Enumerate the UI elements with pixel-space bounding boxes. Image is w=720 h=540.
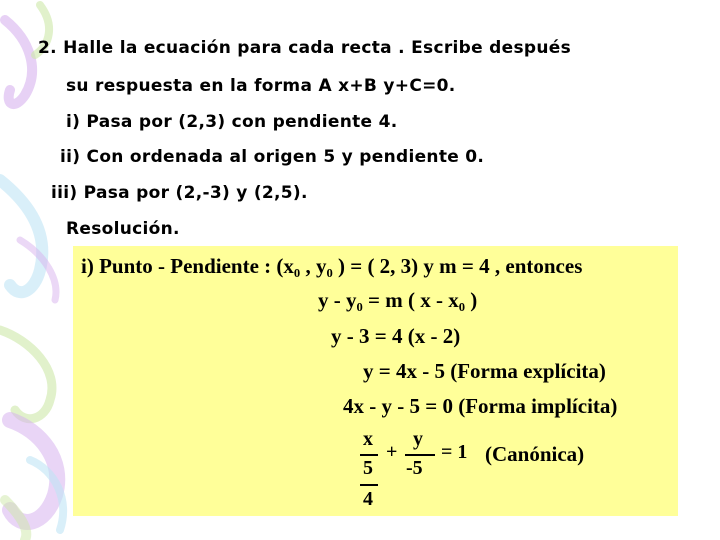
solution-line-formula: y - y₀ = m ( x - x₀ )	[318, 288, 478, 312]
canonical-numerator-x: x	[363, 428, 373, 450]
canonical-fraction-bar-3	[405, 454, 435, 456]
solution-line-explicit: y = 4x - 5 (Forma explícita)	[363, 359, 606, 383]
canonical-equals-one: = 1	[441, 441, 468, 463]
problem-header: 2. Halle la ecuación para cada recta . Escribe después	[38, 38, 571, 58]
canonical-plus: +	[386, 441, 398, 463]
canonical-label: (Canónica)	[485, 442, 585, 466]
solution-line-substitution: y - 3 = 4 (x - 2)	[331, 324, 461, 348]
canonical-denominator-5: 5	[363, 457, 373, 479]
canonical-numerator-y: y	[413, 428, 423, 450]
problem-subheader: su respuesta en la forma A x+B y+C=0.	[66, 76, 456, 96]
solution-line-point-slope: i) Punto - Pendiente : (x₀ , y₀ ) = ( 2, 3) y m = 4 , entonces	[81, 254, 583, 278]
solution-line-implicit: 4x - y - 5 = 0 (Forma implícita)	[343, 394, 618, 418]
canonical-fraction-bar-1	[360, 454, 378, 456]
solution-panel	[73, 246, 678, 516]
problem-item-ii: ii) Con ordenada al origen 5 y pendiente 0.	[60, 147, 485, 167]
problem-item-iii: iii) Pasa por (2,-3) y (2,5).	[51, 183, 308, 203]
canonical-denominator-neg5: -5	[406, 457, 423, 479]
canonical-denominator-4: 4	[363, 488, 373, 510]
problem-item-i: i) Pasa por (2,3) con pendiente 4.	[66, 112, 398, 132]
canonical-fraction-bar-2	[360, 484, 378, 486]
resolution-heading: Resolución.	[66, 219, 180, 239]
